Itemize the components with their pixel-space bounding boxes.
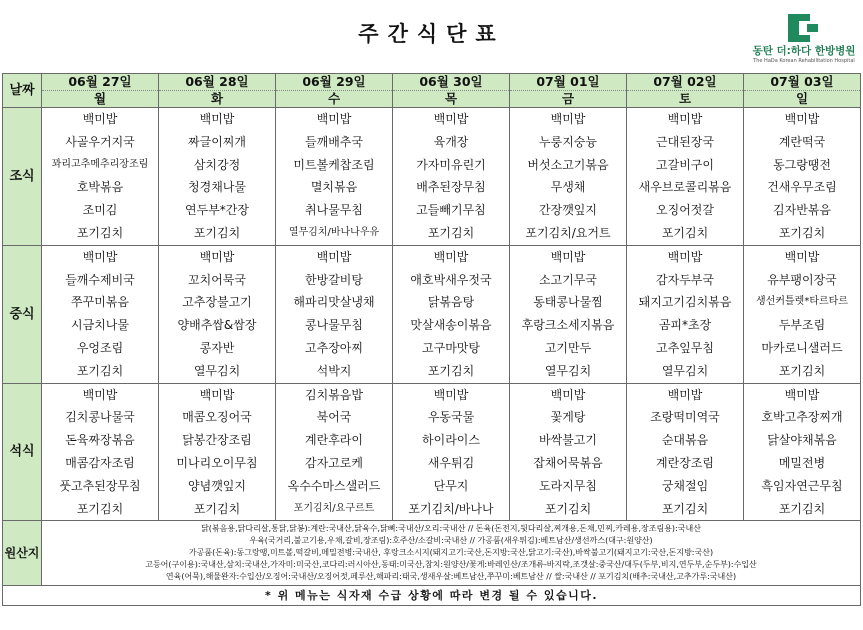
menu-item: 포기김치/요구르트: [293, 502, 375, 514]
menu-item: 닭볶음탕: [427, 295, 475, 310]
menu-cell: [42, 383, 159, 521]
menu-item: 열무김치: [544, 363, 592, 378]
day-header: [627, 74, 744, 108]
page-title: 주간식단표: [358, 22, 505, 46]
day-header: [159, 74, 276, 108]
menu-cell: [744, 245, 861, 383]
menu-item: 닭봉간장조림: [182, 433, 252, 448]
day-date: 07월 03일: [744, 74, 860, 91]
menu-item: 계란떡국: [778, 134, 826, 149]
menu-item: 백미밥: [433, 387, 469, 402]
menu-item: 백미밥: [667, 249, 703, 264]
menu-item: 백미밥: [316, 249, 352, 264]
menu-item: 조미김: [82, 203, 118, 218]
menu-item: 풋고추된장무침: [59, 478, 141, 493]
menu-item: 마카로니샐러드: [761, 340, 843, 355]
menu-item: 백미밥: [667, 387, 703, 402]
menu-item: 순대볶음: [661, 433, 709, 448]
menu-item: 호박볶음: [76, 180, 124, 195]
menu-item: 새우브로콜리볶음: [638, 180, 732, 195]
day-weekday: 수: [327, 91, 341, 106]
menu-item: 매콤감자조림: [65, 455, 135, 470]
menu-item: 한방갈비탕: [305, 272, 363, 287]
weekly-menu-table: [2, 73, 861, 606]
menu-item: 포기김치: [76, 501, 124, 516]
menu-item: 꼬치어묵국: [188, 272, 246, 287]
menu-item: 들깨배추국: [305, 134, 363, 149]
origin-line: 우육(국거리,불고기용,우채,갈비,장조림):호주산/소갈비:국내산 // 가공품(새우튀김):베트남산/생선까스(대구:원양산): [249, 536, 653, 546]
menu-item: 청경채나물: [188, 180, 246, 195]
hospital-logo-icon: [788, 14, 818, 42]
menu-item: 매콤오징어국: [182, 410, 252, 425]
menu-item: 배추된장무침: [416, 180, 486, 195]
menu-item: 조랑떡미역국: [650, 410, 720, 425]
menu-cell: [159, 108, 276, 246]
menu-item: 고갈비구이: [656, 157, 714, 172]
meal-label: 중식: [3, 245, 42, 383]
menu-item: 백미밥: [316, 112, 352, 126]
day-header: [744, 74, 861, 108]
menu-item: 포기김치: [778, 225, 826, 240]
menu-item: 백미밥: [82, 249, 118, 264]
menu-item: 유부팽이장국: [767, 272, 837, 287]
menu-item: 연두부*간장: [185, 203, 249, 218]
meal-label: 석식: [3, 383, 42, 521]
menu-item: 백미밥: [784, 249, 820, 264]
menu-item: 감자고로케: [305, 455, 363, 470]
menu-item: 고추잎무침: [656, 340, 714, 355]
day-weekday: 목: [444, 91, 458, 106]
menu-cell: [510, 383, 627, 521]
menu-item: 소고기무국: [539, 272, 597, 287]
notice-row: [3, 586, 861, 606]
menu-item: 궁채절임: [661, 478, 709, 493]
menu-item: 오징어젓갈: [656, 203, 714, 218]
menu-item: 열무김치: [193, 363, 241, 378]
meal-row-lunch: [3, 245, 861, 383]
menu-item: 우엉조림: [76, 340, 124, 355]
menu-item: 김치볶음밥: [305, 387, 363, 402]
menu-item: 백미밥: [199, 249, 235, 264]
menu-item: 양념깻잎지: [188, 478, 246, 493]
menu-item: 삼치강정: [193, 157, 241, 172]
menu-item: 북어국: [316, 410, 352, 425]
header-row: [3, 74, 861, 108]
meal-row-breakfast: [3, 108, 861, 246]
origin-line: 연육(어묵),해물완자:수입산/오징어:국내산/오징어젓,페루산,해파리:태국,생새우살:베트남산,쭈꾸미:베트남산 // 쌀:국내산 // 포기김치(배추:국내산,고추가루:국내산): [165, 572, 737, 582]
origin-label: 원산지: [3, 521, 42, 586]
day-date: 06월 28일: [159, 74, 275, 91]
menu-cell: [159, 245, 276, 383]
origin-line: 고등어(구이용):국내산,삼치:국내산,가자미:미국산,코다리:러시아산,동태:미국산,참치:원양산/꽃게:바레인산/조개류-바지락,조갯살:중국산/대두(두부,비지,연두부,순두부):수입산: [145, 560, 757, 570]
menu-item: 멸치볶음: [310, 180, 358, 195]
menu-item: 백미밥: [550, 249, 586, 264]
menu-cell: [744, 108, 861, 246]
meal-row-dinner: [3, 383, 861, 521]
menu-item: 돼지고기김치볶음: [638, 295, 732, 310]
menu-item: 새우튀김: [427, 455, 475, 470]
day-weekday: 금: [561, 91, 575, 106]
menu-item: 근대된장국: [656, 134, 714, 149]
menu-item: 감자두부국: [656, 272, 714, 287]
menu-item: 옥수수마스샐러드: [287, 478, 381, 493]
menu-item: 돈육짜장볶음: [65, 433, 135, 448]
menu-item: 무생채: [550, 180, 586, 195]
menu-item: 미나리오이무침: [176, 455, 258, 470]
day-weekday: 월: [93, 91, 107, 106]
menu-item: 고추장불고기: [182, 295, 252, 310]
menu-item: 동태콩나물찜: [533, 295, 603, 310]
menu-item: 포기김치: [661, 501, 709, 516]
menu-item: 계란장조림: [656, 455, 714, 470]
menu-item: 고구마맛탕: [422, 340, 480, 355]
menu-item: 동그랑땡전: [773, 157, 831, 172]
menu-item: 간장깻잎지: [539, 203, 597, 218]
menu-item: 잡채어묵볶음: [533, 455, 603, 470]
menu-item: 짜글이찌개: [188, 134, 246, 149]
meal-label: 조식: [3, 108, 42, 246]
menu-item: 메밀전병: [778, 455, 826, 470]
menu-item: 취나물무침: [305, 203, 363, 218]
menu-item: 백미밥: [550, 112, 586, 126]
day-header: [393, 74, 510, 108]
hospital-logo: [752, 14, 856, 70]
menu-item: 곰피*초장: [658, 318, 712, 333]
notice-text: * 위 메뉴는 식자재 수급 상황에 따라 변경 될 수 있습니다.: [3, 586, 861, 606]
menu-item: 버섯소고기볶음: [527, 157, 609, 172]
menu-item: 백미밥: [433, 112, 469, 126]
menu-item: 시금치나물: [71, 318, 129, 333]
menu-item: 콩자반: [199, 340, 235, 355]
menu-item: 누룽지숭늉: [539, 134, 597, 149]
menu-item: 후랑크소세지볶음: [521, 318, 615, 333]
menu-item: 포기김치: [76, 225, 124, 240]
menu-cell: [510, 108, 627, 246]
day-weekday: 화: [210, 91, 224, 106]
menu-item: 고기만두: [544, 340, 592, 355]
hospital-name: 동탄 더:하다 한방병원: [752, 45, 856, 57]
menu-item: 포기김치/바나나: [408, 501, 494, 516]
menu-item: 우동국물: [427, 410, 475, 425]
day-header: [276, 74, 393, 108]
menu-item: 콩나물무침: [305, 318, 363, 333]
menu-cell: [393, 383, 510, 521]
menu-item: 포기김치/요거트: [525, 225, 611, 240]
menu-item: 석박지: [316, 363, 352, 378]
menu-item: 육개장: [433, 134, 469, 149]
day-date: 06월 27일: [42, 74, 158, 91]
menu-item: 백미밥: [199, 112, 235, 126]
menu-item: 꽃게탕: [550, 410, 586, 425]
menu-item: 바싹불고기: [539, 433, 597, 448]
origin-info: [42, 521, 861, 586]
menu-item: 고추장아찌: [305, 340, 363, 355]
menu-cell: [42, 108, 159, 246]
day-date: 06월 29일: [276, 74, 392, 91]
menu-item: 열무김치/바나나우유: [288, 226, 380, 238]
menu-cell: [510, 245, 627, 383]
menu-item: 백미밥: [82, 387, 118, 402]
date-label: 날짜: [3, 74, 42, 108]
menu-item: 포기김치: [193, 501, 241, 516]
menu-item: 백미밥: [433, 249, 469, 264]
menu-item: 열무김치: [661, 363, 709, 378]
menu-cell: [627, 108, 744, 246]
menu-cell: [42, 245, 159, 383]
origin-line: 가공품(돈육):동그랑땡,미트볼,떡갈비,메밀전병:국내산, 후랑크소시지(돼지고기:국산,돈지방:국산,닭고기:국산),바싹불고기(돼지고기:국산,돈지방:국산): [188, 548, 714, 558]
menu-item: 포기김치: [76, 363, 124, 378]
menu-item: 하이라이스: [422, 433, 480, 448]
menu-item: 백미밥: [550, 387, 586, 402]
menu-cell: [276, 108, 393, 246]
menu-item: 흑임자연근무침: [761, 478, 843, 493]
menu-item: 김치콩나물국: [65, 410, 135, 425]
menu-cell: [627, 245, 744, 383]
menu-item: 백미밥: [82, 112, 118, 126]
menu-item: 꽈리고추메추리장조림: [51, 158, 149, 170]
menu-item: 포기김치: [427, 225, 475, 240]
menu-item: 포기김치: [544, 501, 592, 516]
menu-item: 김자반볶음: [773, 203, 831, 218]
origin-line: 닭(볶음용,닭다리살,통닭,닭봉):계란:국내산,닭육수,닭뼈:국내산/오리:국내산 // 돈육(돈전지,뒷다리살,찌개용,돈채,민찌,카레용,장조림용):국내산: [201, 524, 701, 534]
day-weekday: 일: [795, 91, 809, 106]
day-header: [510, 74, 627, 108]
menu-item: 포기김치: [193, 225, 241, 240]
day-date: 07월 01일: [510, 74, 626, 91]
day-date: 06월 30일: [393, 74, 509, 91]
menu-item: 쭈꾸미볶음: [71, 295, 129, 310]
menu-item: 백미밥: [784, 112, 820, 126]
menu-item: 도라지무침: [539, 478, 597, 493]
menu-item: 백미밥: [199, 387, 235, 402]
day-header: [42, 74, 159, 108]
menu-item: 계란후라이: [305, 433, 363, 448]
menu-item: 백미밥: [667, 112, 703, 126]
day-date: 07월 02일: [627, 74, 743, 91]
menu-item: 사골우거지국: [65, 134, 135, 149]
menu-item: 건새우무조림: [767, 180, 837, 195]
menu-item: 미트볼케찹조림: [293, 157, 375, 172]
menu-item: 두부조림: [778, 318, 826, 333]
hospital-subtitle: The HaDa Korean Rehabilitation Hospital: [753, 58, 855, 64]
menu-item: 닭살야채볶음: [767, 433, 837, 448]
menu-cell: [627, 383, 744, 521]
menu-item: 가자미유린기: [416, 157, 486, 172]
day-weekday: 토: [678, 91, 692, 106]
menu-item: 해파리맛살냉채: [293, 295, 375, 310]
menu-cell: [159, 383, 276, 521]
menu-item: 고들빼기무침: [416, 203, 486, 218]
menu-item: 포기김치: [778, 363, 826, 378]
menu-item: 애호박새우젓국: [410, 272, 492, 287]
menu-cell: [744, 383, 861, 521]
menu-item: 생선커틀렛*타르타르: [756, 296, 848, 308]
menu-item: 양배추쌈&쌈장: [177, 318, 257, 333]
menu-cell: [393, 245, 510, 383]
menu-cell: [276, 245, 393, 383]
menu-item: 백미밥: [784, 387, 820, 402]
origin-row: [3, 521, 861, 586]
menu-item: 포기김치: [427, 363, 475, 378]
menu-cell: [276, 383, 393, 521]
menu-item: 맛살새송이볶음: [410, 318, 492, 333]
menu-item: 호박고추장찌개: [761, 410, 843, 425]
menu-item: 포기김치: [661, 225, 709, 240]
menu-item: 포기김치: [778, 501, 826, 516]
menu-item: 들깨수제비국: [65, 272, 135, 287]
menu-cell: [393, 108, 510, 246]
menu-item: 단무지: [433, 478, 469, 493]
